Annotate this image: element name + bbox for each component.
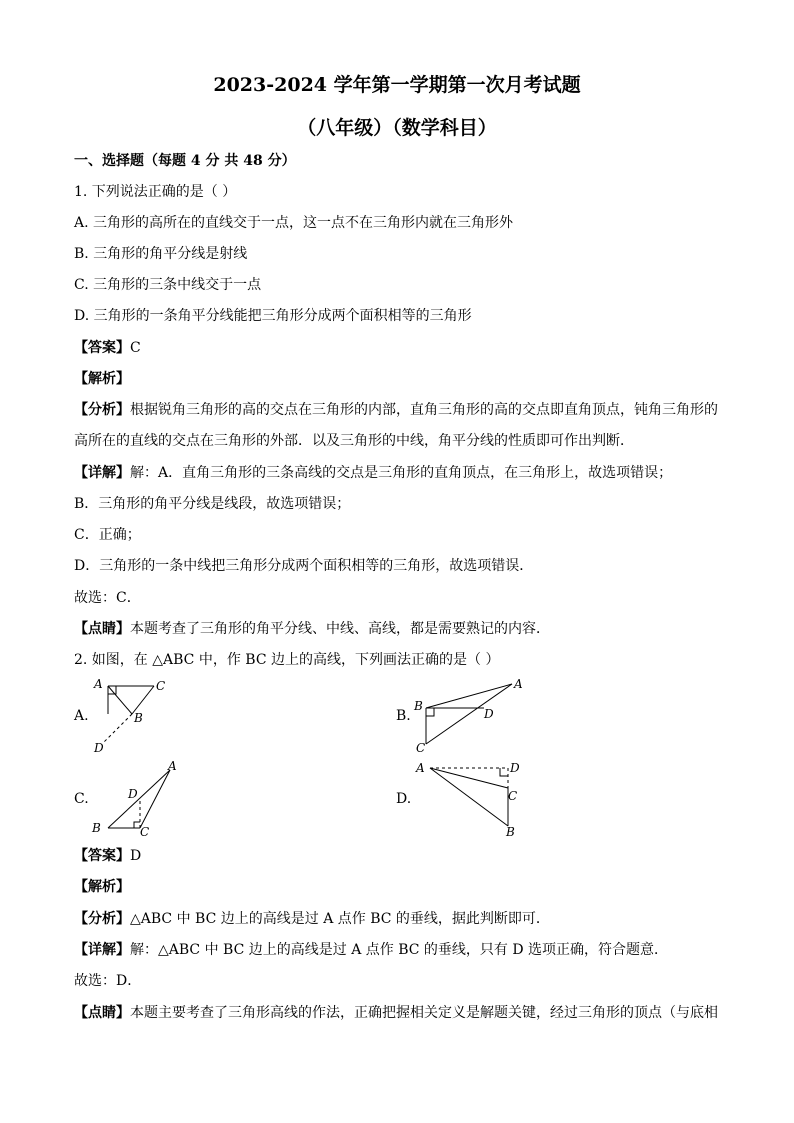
figure-option-c bbox=[88, 758, 188, 842]
q2-conclusion: 故选：D． bbox=[74, 973, 142, 989]
figure-d-vertex-c: C bbox=[508, 789, 518, 803]
figure-b-vertex-b: B bbox=[414, 699, 423, 713]
answer-value: D bbox=[130, 848, 142, 864]
figure-a-vertex-b: B bbox=[134, 711, 143, 725]
comment-tag: 【点睛】 bbox=[74, 1005, 130, 1021]
q1-jiexi-tag: 【解析】 bbox=[74, 371, 130, 387]
figure-c-vertex-b: B bbox=[92, 821, 101, 835]
q1-detail-4: D．三角形的一条中线把三角形分成两个面积相等的三角形，故选项错误． bbox=[74, 558, 534, 574]
comment-text: 本题主要考查了三角形高线的作法，正确把握相关定义是解题关键，经过三角形的顶点（与底相 bbox=[130, 1005, 718, 1021]
q1-option-b: B. 三角形的角平分线是射线 bbox=[74, 246, 248, 262]
q1-detail-1 bbox=[74, 463, 672, 483]
figure-option-d bbox=[412, 758, 532, 842]
q1-option-c: C. 三角形的三条中线交于一点 bbox=[74, 277, 262, 293]
figure-b-vertex-d: D bbox=[484, 707, 494, 721]
q1-conclusion: 故选：C． bbox=[74, 590, 141, 606]
q2-analysis bbox=[74, 909, 550, 929]
analysis-text: 根据锐角三角形的高的交点在三角形的内部，直角三角形的高的交点即直角顶点，钝角三角形的 bbox=[130, 402, 718, 418]
figure-a-vertex-d: D bbox=[94, 741, 104, 755]
q1-detail-3: C．正确； bbox=[74, 527, 141, 543]
analysis-text: △ABC 中 BC 边上的高线是过 A 点作 BC 的垂线，据此判断即可． bbox=[130, 911, 550, 927]
q1-analysis-1 bbox=[74, 400, 718, 420]
figure-d-vertex-b: B bbox=[506, 825, 515, 839]
answer-value: C bbox=[130, 340, 141, 356]
q2-option-c-label: C. bbox=[74, 791, 89, 807]
q2-comment bbox=[74, 1003, 718, 1023]
comment-text: 本题考查了三角形的角平分线、中线、高线，都是需要熟记的内容． bbox=[130, 621, 550, 637]
figure-d-vertex-d: D bbox=[510, 761, 520, 775]
figure-option-b bbox=[412, 674, 532, 758]
q1-stem: 1. 下列说法正确的是（ ） bbox=[74, 184, 237, 200]
q2-detail bbox=[74, 940, 668, 960]
figure-c-vertex-d: D bbox=[128, 787, 138, 801]
page-subtitle: （八年级）（数学科目） bbox=[297, 117, 497, 139]
q1-option-a: A. 三角形的高所在的直线交于一点，这一点不在三角形内就在三角形外 bbox=[74, 215, 514, 231]
figure-c-vertex-c: C bbox=[140, 825, 150, 839]
comment-tag: 【点睛】 bbox=[74, 621, 130, 637]
answer-tag: 【答案】 bbox=[74, 848, 130, 864]
analysis-tag: 【分析】 bbox=[74, 402, 130, 418]
detail-tag: 【详解】 bbox=[74, 465, 130, 481]
analysis-tag: 【分析】 bbox=[74, 911, 130, 927]
q2-answer bbox=[74, 846, 141, 866]
figure-a-vertex-c: C bbox=[156, 679, 166, 693]
q2-option-d-label: D. bbox=[396, 791, 412, 807]
detail-tag: 【详解】 bbox=[74, 942, 130, 958]
q2-jiexi-tag: 【解析】 bbox=[74, 879, 130, 895]
figure-b-vertex-a: A bbox=[514, 677, 523, 691]
answer-tag: 【答案】 bbox=[74, 340, 130, 356]
detail-text: 解：△ABC 中 BC 边上的高线是过 A 点作 BC 的垂线，只有 D 选项正确，符合题意． bbox=[130, 942, 669, 958]
q2-option-b-label: B. bbox=[396, 708, 411, 724]
q1-option-d: D. 三角形的一条角平分线能把三角形分成两个面积相等的三角形 bbox=[74, 308, 472, 324]
q1-detail-2: B．三角形的角平分线是线段，故选项错误； bbox=[74, 496, 351, 512]
q1-analysis-2: 高所在的直线的交点在三角形的外部．以及三角形的中线，角平分线的性质即可作出判断． bbox=[74, 433, 634, 449]
q2-option-a-label: A. bbox=[74, 708, 89, 724]
page-title: 2023-2024 学年第一学期第一次月考试题 bbox=[213, 74, 581, 96]
figure-d-vertex-a: A bbox=[416, 761, 425, 775]
q1-answer bbox=[74, 338, 141, 358]
figure-b-vertex-c: C bbox=[416, 741, 426, 755]
q2-stem: 2. 如图，在 △ABC 中，作 BC 边上的高线，下列画法正确的是（ ） bbox=[74, 652, 500, 668]
section-heading: 一、选择题（每题 4 分 共 48 分） bbox=[74, 153, 296, 169]
detail-text: 解：A．直角三角形的三条高线的交点是三角形的直角顶点，在三角形上，故选项错误； bbox=[130, 465, 673, 481]
figure-c-vertex-a: A bbox=[168, 759, 177, 773]
figure-a-vertex-a: A bbox=[94, 677, 103, 691]
q1-comment bbox=[74, 619, 550, 639]
figure-option-a bbox=[88, 674, 178, 758]
